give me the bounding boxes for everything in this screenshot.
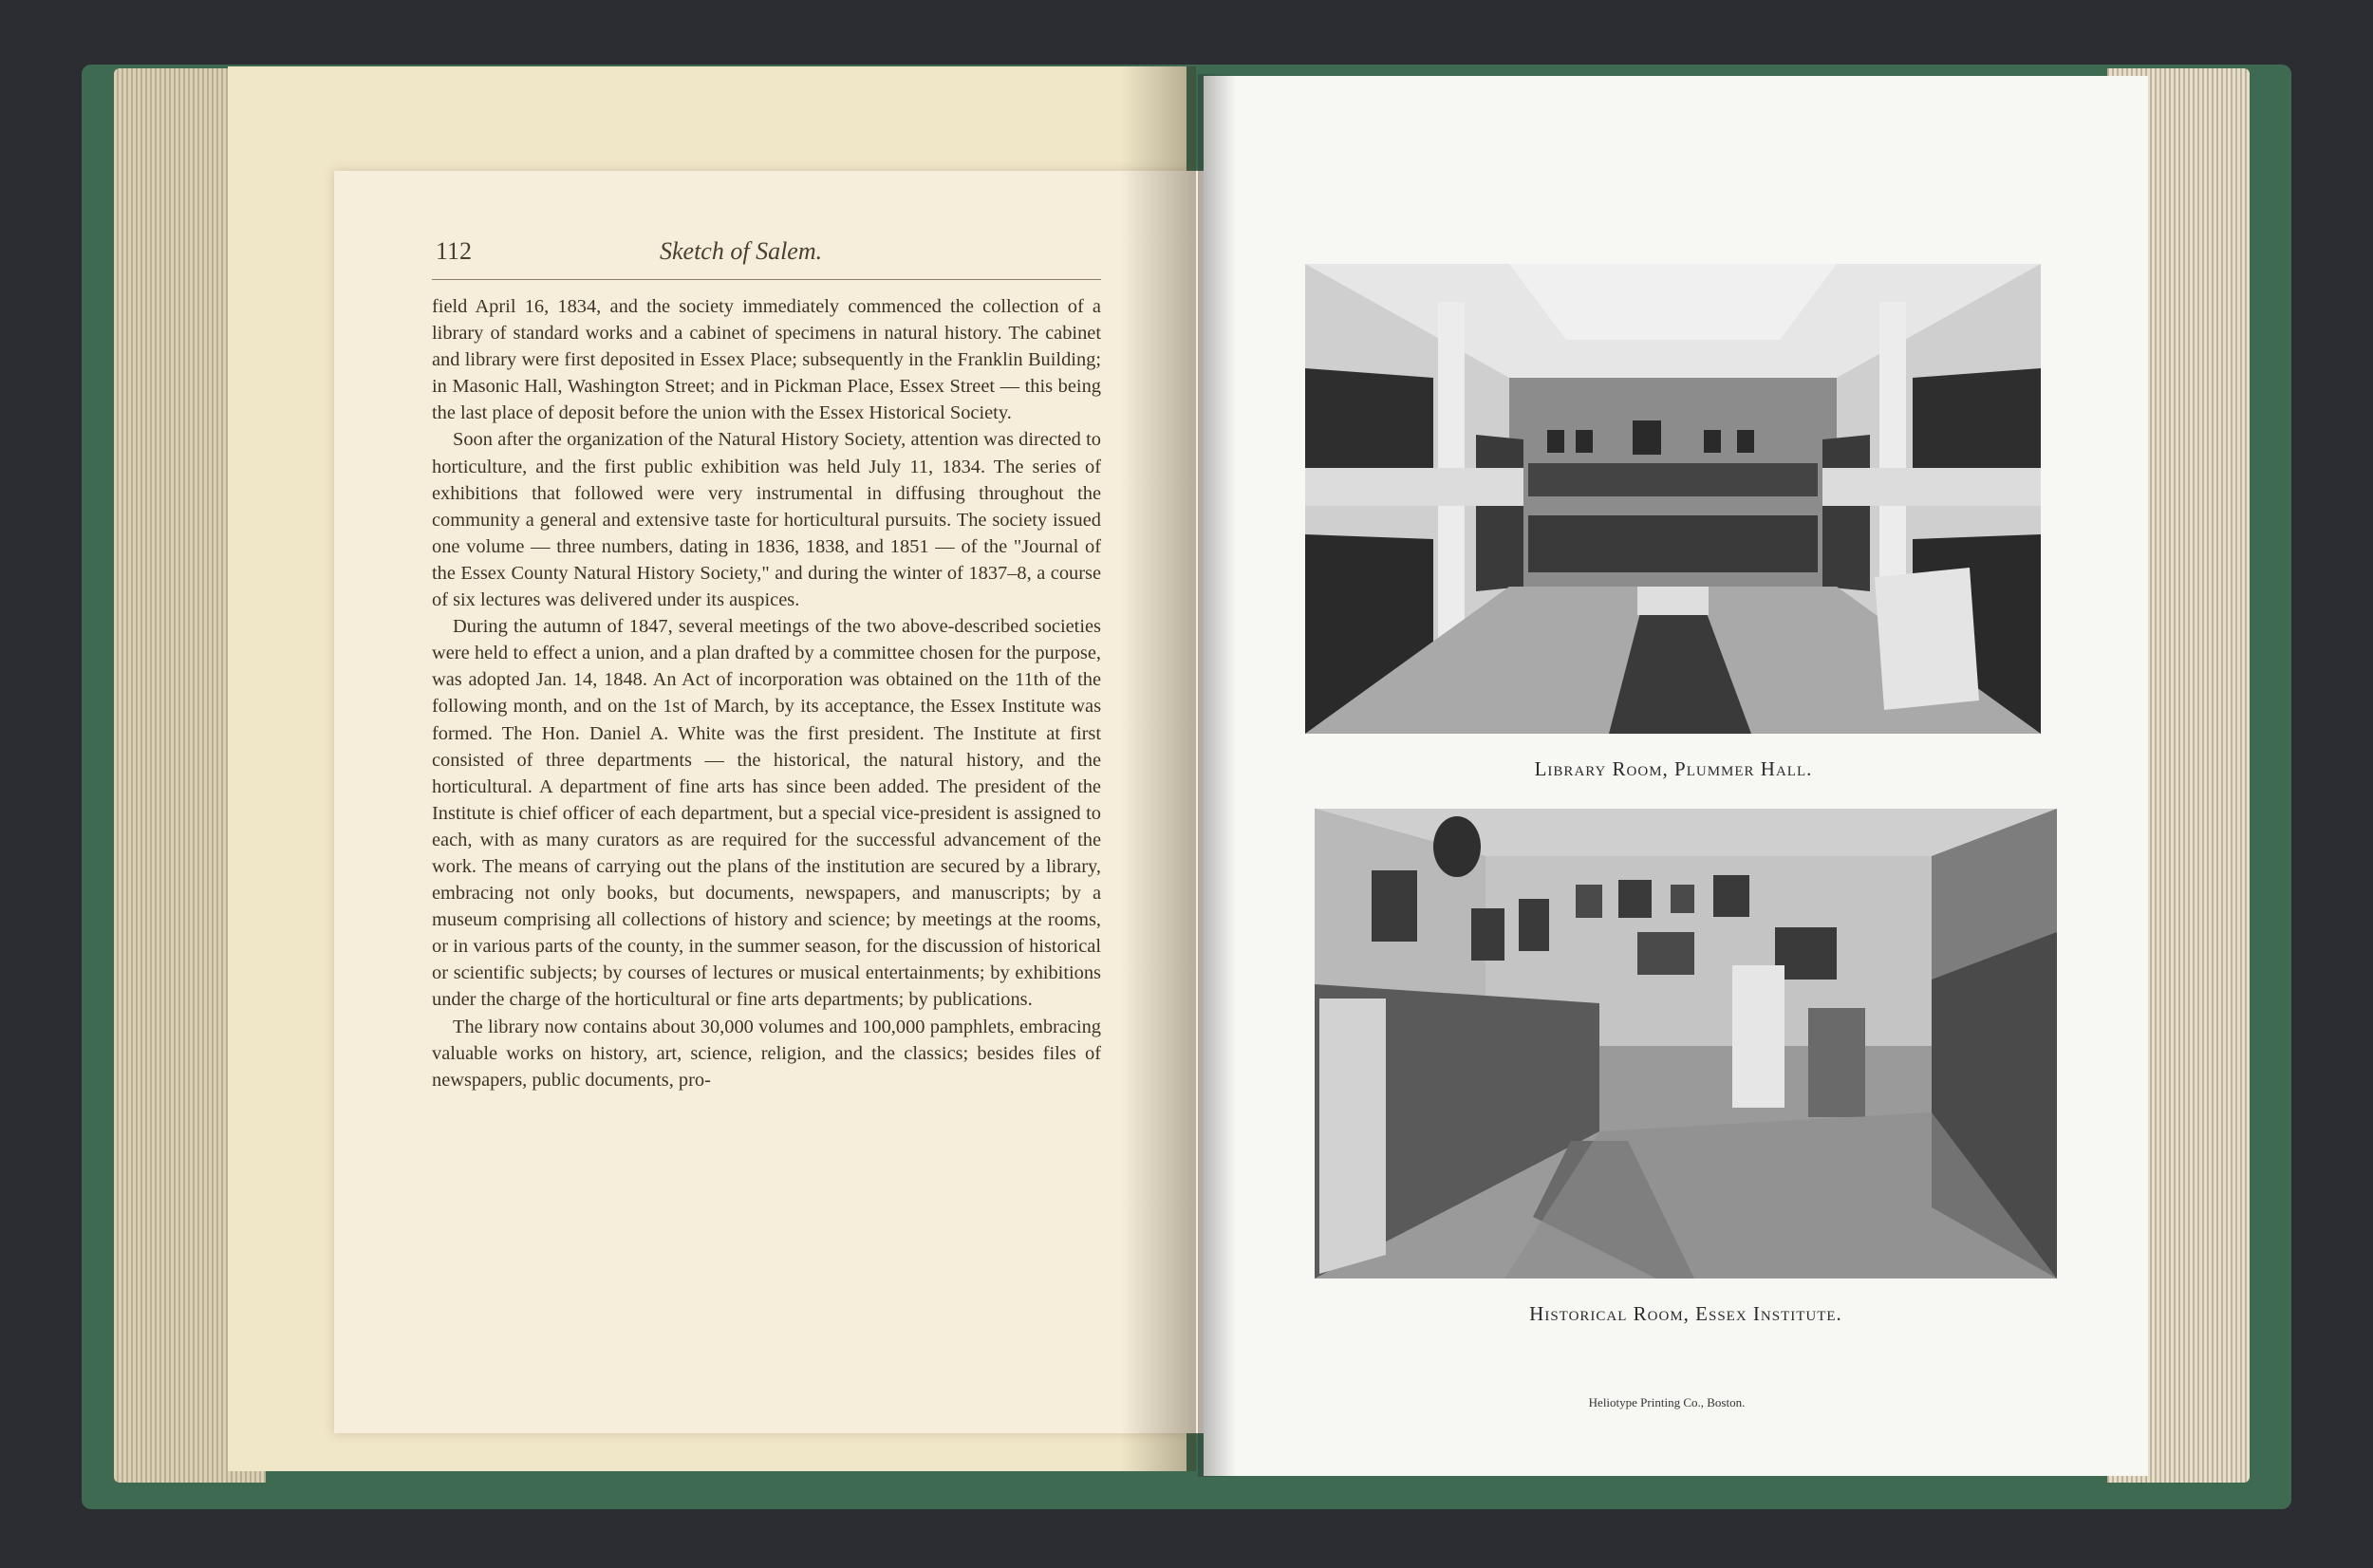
paragraph-4: The library now contains about 30,000 volumes and 100,000 pamphlets, embracing valuable works on history, art, science, religion, and the classics; besides files of newspapers, public documents, pro- [432, 1016, 1101, 1091]
historical-room-photo [1315, 809, 2057, 1279]
left-gutter-shadow [1120, 66, 1196, 1471]
library-room-caption: Library Room, Plummer Hall. [1534, 757, 1813, 780]
paragraph-2: Soon after the organization of the Natural History Society, attention was directed to horticulture, and the first public exhibition was held July 11, 1834. The series of exhibitions that followed were very instrumental in diffusing throughout the community a general and extensive taste for horticultural pursuits. The society issued one volume — three numbers, dating in 1836, 1838, and 1851 — of the "Journal of the Essex County Natural History Society," and during the winter of 1837–8, a course of six lectures was delivered under its auspices. [432, 429, 1101, 611]
running-title: Sketch of Salem. [660, 237, 823, 265]
paragraph-1: field April 16, 1834, and the society immediately commenced the collection of a library of standard works and a cabinet of specimens in natural history. The cabinet and library were first deposited in Essex Place; subsequently in the Franklin Building; in Masonic Hall, Washington Street; and in Pickman Place, Essex Street — this being the last place of deposit before the union with the Essex Historical Society. [432, 296, 1101, 424]
page-header [432, 237, 1101, 280]
right-page [1204, 76, 2148, 1476]
right-gutter-shadow [1198, 74, 1236, 1477]
library-room-photo [1305, 264, 2041, 734]
page-number: 112 [436, 237, 473, 265]
paragraph-3: During the autumn of 1847, several meetings of the two above-described societies were held to effect a union, and a plan drafted by a committee chosen for the purpose, was adopted Jan. 14, 1848. An Act of incorporation was obtained on the 11th of the following month, and on the 1st of March, by its acceptance, the Essex Institute was formed. The Hon. Daniel A. White was the first president. The Institute at first consisted of three departments — the historical, the natural history, and the horticultural. A department of fine arts has since been added. The president of the Institute is chief officer of each department, but a special vice-president is assigned to each, with as many curators as are required for the successful advancement of the work. The means of carrying out the plans of the institution are secured by a library, embracing not only books, but documents, newspapers, and manuscripts; by a museum comprising all collections of history and science; by meetings at the rooms, or in various parts of the county, in the summer season, for the discussion of historical or scientific subjects; by courses of lectures or musical entertainments; by exhibitions under the charge of the horticultural or fine arts departments; by publications. [432, 616, 1101, 1011]
printer-credit: Heliotype Printing Co., Boston. [1588, 1395, 1746, 1409]
left-page-text [432, 237, 1101, 1093]
historical-room-caption: Historical Room, Essex Institute. [1529, 1302, 1842, 1325]
